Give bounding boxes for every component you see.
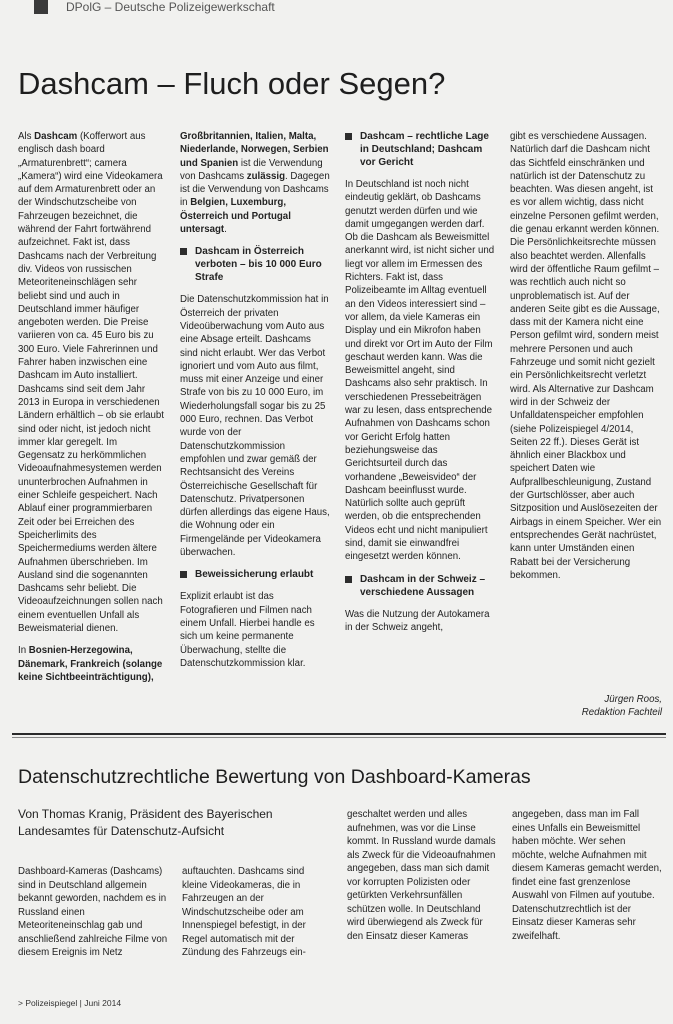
paragraph [18,130,165,635]
article2-title: Datenschutzrechtliche Bewertung von Dashboard-Kameras [18,766,531,788]
signature-name: Jürgen Roos, [604,694,662,705]
section-heading: Dashcam in Österreich verboten – bis 10 000 Euro Strafe [180,245,330,284]
text: . Dagegen ist die Verwendung von Dashcams in [180,170,330,209]
text-bold: zulässig [246,170,285,182]
text: ist die Verwendung von Dashcams [180,157,323,182]
text-bold: Belgien, Luxemburg, Österreich und Portugal untersagt [180,197,291,236]
article2-column-4: angegeben, dass man im Fall eines Unfalls ein Beweismittel haben möchte. Wer sehen möchte, welche Aufnahmen mit diesem Kameras gemacht werden, findet eine fast grenzenlose Auswahl von Filmen auf youtube. Datenschutzrechtlich ist der Einsatz dieser Kameras sehr zweifelhaft. [512,809,662,942]
signature-role: Redaktion Fachteil [581,707,662,719]
page-header: DPolG – Deutsche Polizeigewerkschaft [66,0,275,14]
section-heading: Beweissicherung erlaubt [180,568,330,581]
article-title: Dashcam – Fluch oder Segen? [18,66,446,101]
text: In [18,645,29,657]
article1-column-3 [345,130,495,643]
author-signature [510,693,662,720]
paragraph [18,644,165,684]
section-divider [12,733,666,735]
text: (Kofferwort aus englisch dash board „Armaturenbrett“; camera „Kamera“) wird eine Videokamera auf dem Armaturenbrett oder an der Windschutzscheibe von Fahrzeugen bezeichnet, die während der Fahrt fortwährend aufzeichnet. Fakt ist, dass Dashcams nach der Verbreitung div. Videos von russischen Meteoriteneinschlägen sehr beliebt sind und auch in Deutschland immer häufiger angeboten werden. Die Preise variieren von ca. 45 Euro bis zu 300 Euro. Viele Fahrerinnen und Fahrer haben inzwischen eine Dashcam im Auto installiert. Dashcams sind seit dem Jahr 2013 in Europa in verschiedenen Ländern erhältlich – ob sie erlaubt sind oder nicht, ist jedoch nicht immer klar geregelt. Im Gegensatz zu herkömmlichen Videoaufnahmesystemen werden ununterbrochen Aufnahmen in einer Schleife gespeichert. Nach Ablauf einer programmierbaren Zeit oder bei Erreichen des Speicherlimits des Speichermediums werden ältere Aufnahmen überschrieben. Im Ausland sind die sogenannten Dashcams sehr beliebt. Die Videoaufzeichnungen sollen nach einem eventuellen Unfall als Beweismaterial dienen. [18,131,164,634]
article2-author: Von Thomas Kranig, Präsident des Bayerischen Landesamtes für Datenschutz-Aufsicht [18,807,273,838]
article1-column-1 [18,130,165,693]
page-footer: > Polizeispiegel | Juni 2014 [18,998,122,1008]
article1-column-4 [510,130,662,591]
paragraph [180,130,330,236]
paragraph: Explizit erlaubt ist das Fotografieren und Filmen nach einem Unfall. Hierbei handle es sich um keine permanente Überwachung, stellte die Datenschutzkommission klar. [180,591,315,669]
text: . [224,224,227,236]
paragraph: gibt es verschiedene Aussagen. Natürlich darf die Dashcam nicht das Sichtfeld einschränken und natürlich ist der Datenschutz zu beachten. Was diesen angeht, ist es vor allem wichtig, dass nicht einzelne Personen gefilmt werden, die genau erkannt werden können. Die Persönlichkeitsrechte müssen also beachtet werden. Allenfalls wird der öffentliche Raum gefilmt – was rechtlich auch nicht so unproblematisch ist. Auf der anderen Seite gibt es die Aussage, dass mit der Kamera nicht eine Person gefilmt wird, sondern meist mehrere Personen und auch Fahrzeuge und somit nicht gezielt ein Persönlichkeitsrecht verletzt wird. Als Alternative zur Dashcam wird in der Schweiz der Unfalldatenspeicher empfohlen (siehe Polizeispiegel 4/2014, Seiten 22 ff.). Dieses Gerät ist ähnlich einer Blackbox und speichert Daten wie Aufprallbeschleunigung, Zustand der Gurtschlösser, aber auch Sitzposition und Auslösezeiten der Airbags in einem Speicher. Wer ein entsprechendes Gerät nachrüstet, kann unter Umständen einen Rabatt bei der Versicherung bekommen. [510,131,662,581]
header-square-icon [34,0,48,14]
paragraph: In Deutschland ist noch nicht eindeutig geklärt, ob Dashcams genutzt werden dürfen und wie damit umgegangen werden darf. Ob die Dashcam als Beweismittel anerkannt wird, ist nicht sicher und liegt vor allem im Ermessen des Richters. Fakt ist, dass Polizeibeamte im Alltag eventuell an den Videos interessiert sind – vor allem, da viele Kameras ein Display und ein Mikrofon haben und direkt vor Ort im Auto der Film geschaut werden kann. Was die Beweismittel angeht, sind Dashcams also sehr praktisch. In verschiedenen Pressebeiträgen war zu lesen, dass entsprechende Aufnahmen von Dashcams schon vor Gericht Erfolg hatten beziehungsweise das Gerichtsurteil durch das vorhandene „Beweisvideo“ der Dashcam beeinflusst wurde. Natürlich sollte auch geprüft werden, ob die entsprechenden Videos echt und nicht manipuliert sind, damit sie einwandfrei eingesetzt werden können. [345,179,495,563]
paragraph: Die Datenschutzkommission hat in Österreich der privaten Videoüberwachung vom Auto aus eine Absage erteilt. Dashcams sind nicht erlaubt. Wer das Verbot ignoriert und vom Auto aus filmt, muss mit einer Anzeige und einer Strafe von bis zu 10 000 Euro, im Wiederholungsfall sogar bis zu 25 000 Euro, rechnen. Das Verbot wurde von der Datenschutzkommission empfohlen und zwar gemäß der Rechtsansicht des Vereins Österreichische Gesellschaft für Datenschutz. Privatpersonen dürfen allerdings das eigene Haus, die Wohnung oder ein Firmengelände per Videokamera überwachen. [180,294,330,559]
text: Als [18,131,35,142]
article1-column-2 [180,130,330,679]
section-heading: Dashcam in der Schweiz – verschiedene Aussagen [345,573,495,599]
section-heading: Dashcam – rechtliche Lage in Deutschland; Dashcam vor Gericht [345,130,495,169]
article2-column-1: Dashboard-Kameras (Dashcams) sind in Deutschland allgemein bekannt geworden, nachdem es in Russland einen Meteoriteneinschlag gab und anschließend zahlreiche Filme von diesem Ereignis im Netz [18,866,168,958]
text-bold: Bosnien-Herzegowina, Dänemark, Frankreich (solange keine Sichtbeeinträchtigung), [18,645,163,683]
section-divider-thin [12,737,666,738]
text-bold: Großbritannien, Italien, Malta, Niederlande, Norwegen, Serbien und Spanien [180,131,329,169]
text-bold: Dashcam [34,131,78,142]
paragraph: Was die Nutzung der Autokamera in der Schweiz angeht, [345,608,490,633]
article2-column-2: auftauchten. Dashcams sind kleine Videokameras, die in Fahrzeugen an der Windschutzscheibe oder am Innenspiegel befestigt, in der Regel automatisch mit der Zündung des Fahrzeugs ein- [182,866,306,958]
article2-column-3: geschaltet werden und alles aufnehmen, was vor die Linse kommt. In Russland wurde damals als Zweck für die Videoaufnahmen angegeben, dass man sich damit vor korrupten Polizisten oder getürkten Verkehrsunfällen schützen wolle. In Deutschland wird überwiegend als Zweck für den Einsatz dieser Kameras [347,809,496,942]
